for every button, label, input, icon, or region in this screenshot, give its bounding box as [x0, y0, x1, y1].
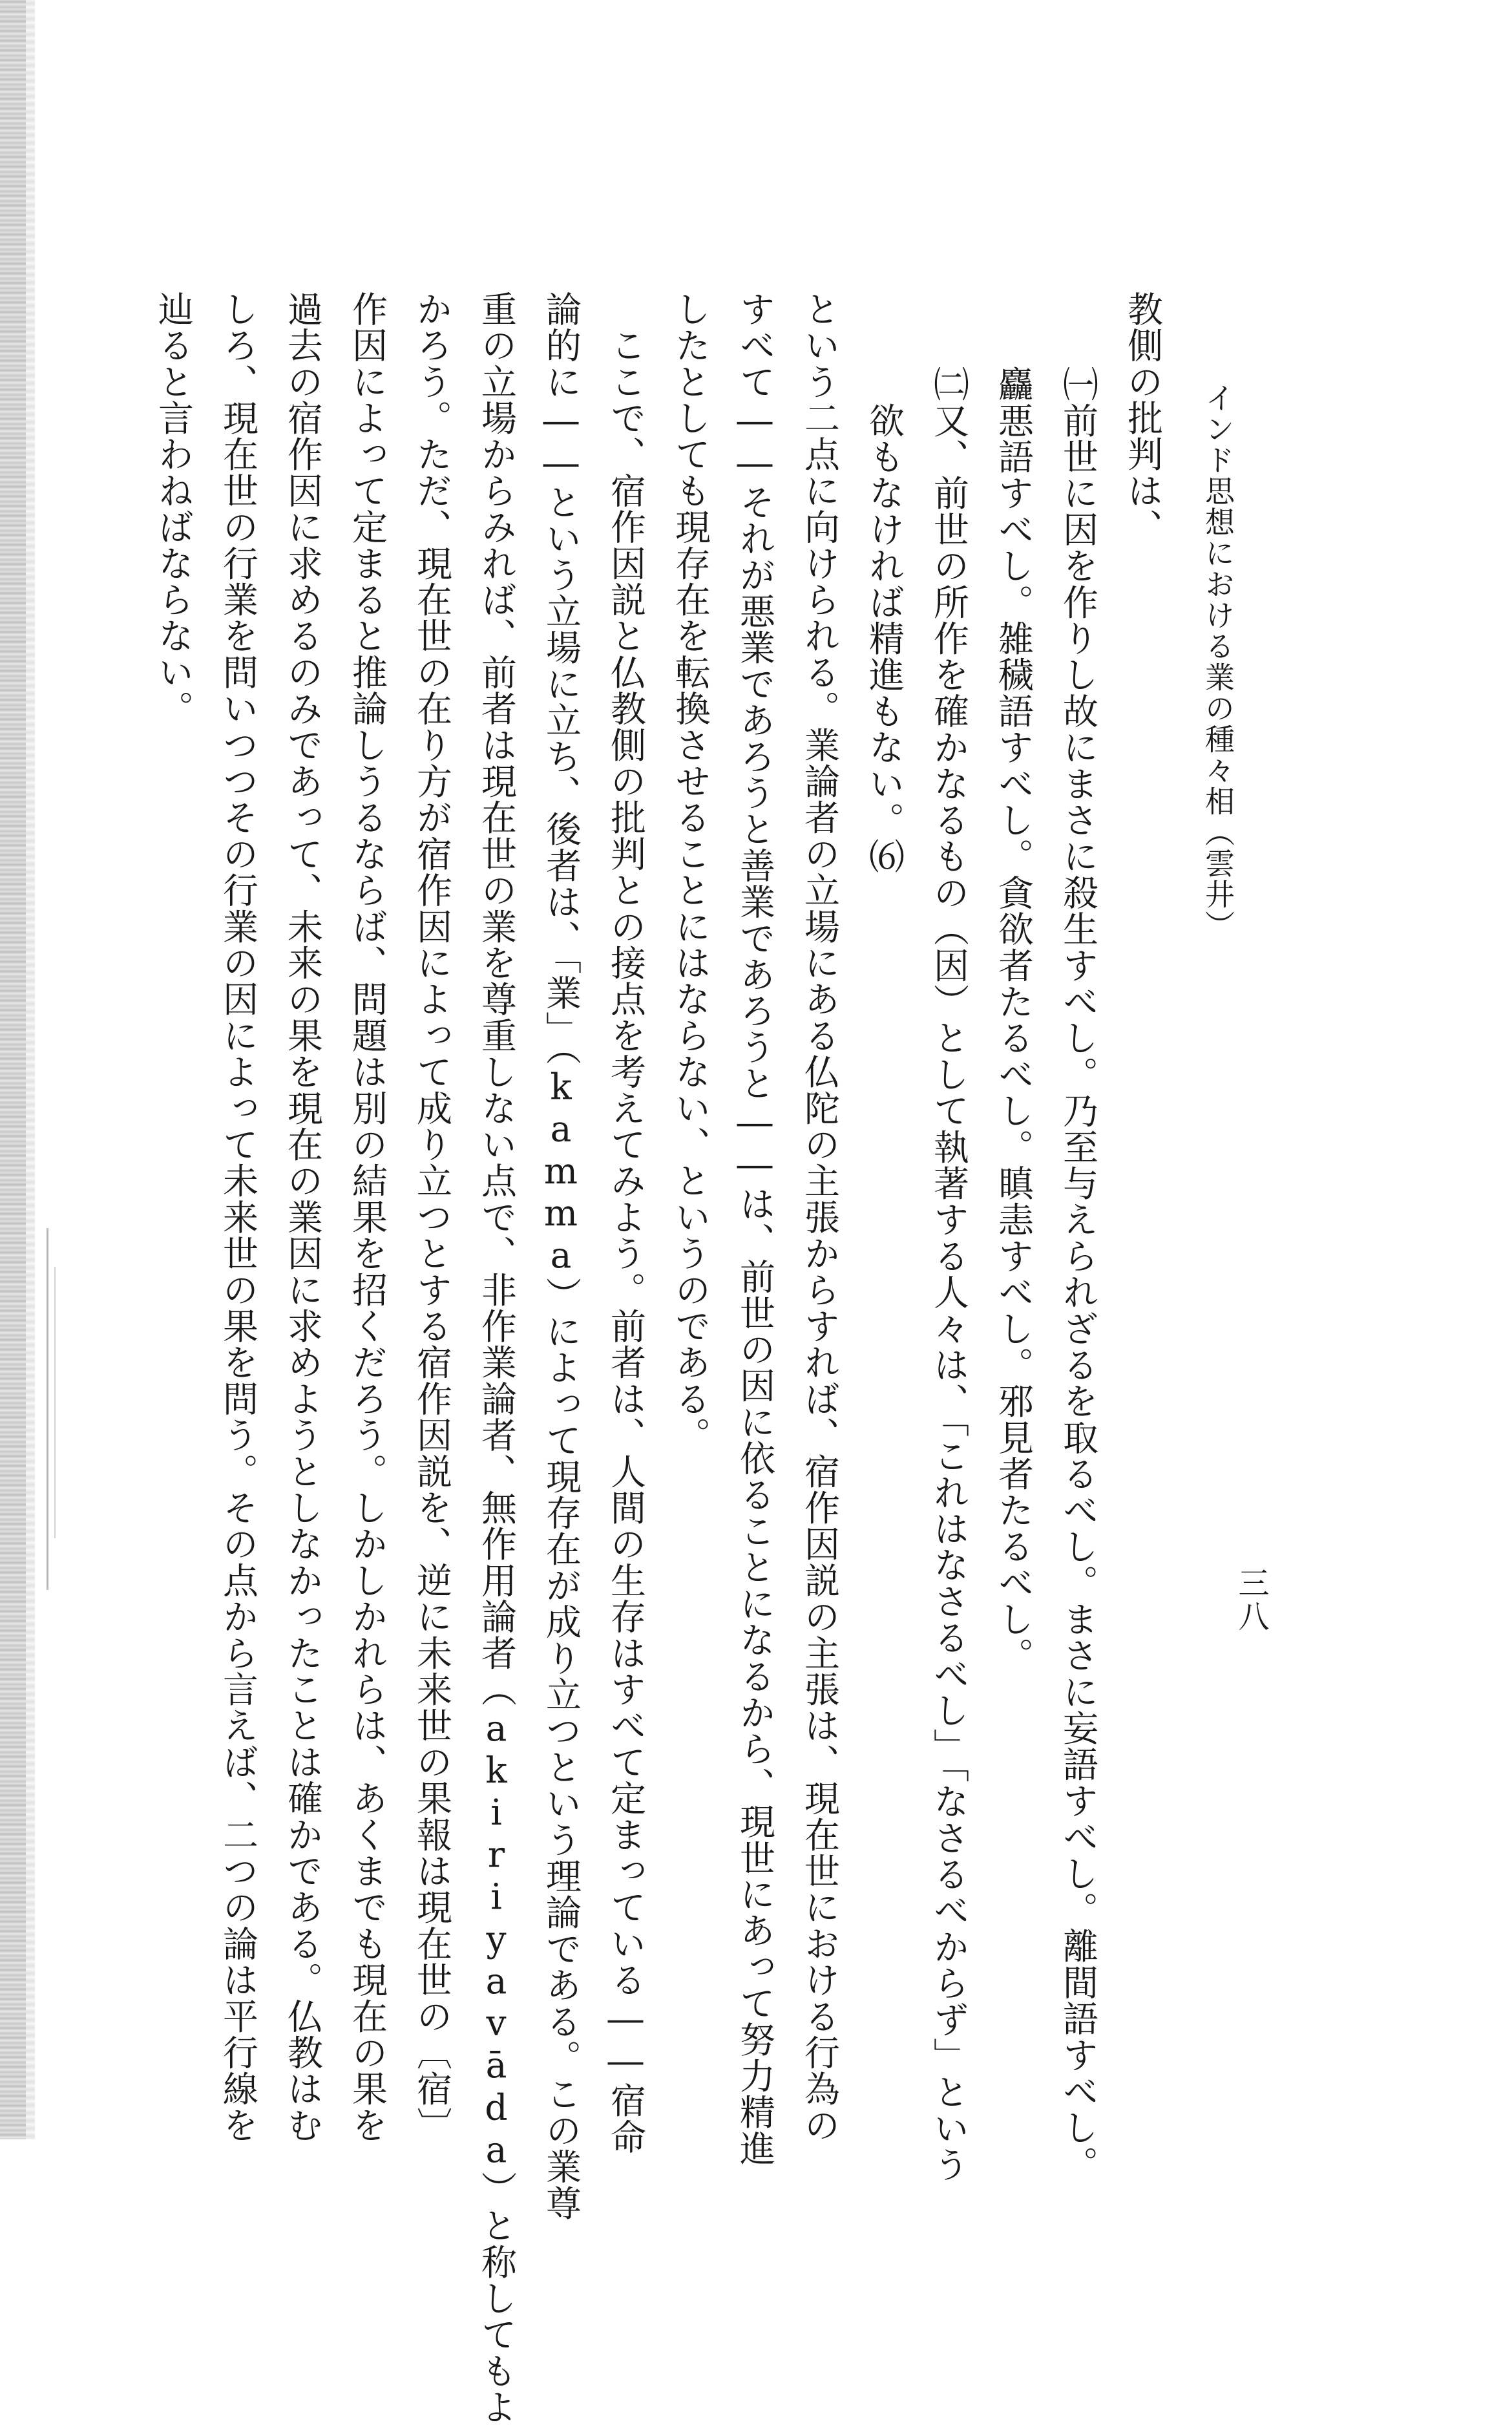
text-line-16: 辿ると言わねばならない。: [152, 291, 194, 727]
text-line-9: ここで、宿作因説と仏教側の批判との接点を考えてみよう。前者は、人間の生存はすべて定まっている――宿命: [605, 291, 646, 2155]
text-line-4: ㈡又、前世の所作を確かなるもの（因）として執著する人々は、「これはなさるべし」「なさるべからず」という: [928, 330, 969, 2183]
scan-artifact-line-2: [54, 1267, 56, 1538]
text-line-8: したとしても現存在を転換させることにはならない、というのである。: [669, 291, 711, 1454]
text-line-2: ㈠前世に因を作りし故にまさに殺生すべし。乃至与えられざるを取るべし。まさに妄語すべし。離間語すべし。: [1057, 330, 1098, 2183]
text-line-11: 重の立場からみれば、前者は現在世の業を尊重しない点で、非作業論者、無作用論者（akiriyavāda）と称してもよ: [476, 291, 517, 2425]
text-line-10: 論的に――という立場に立ち、後者は、「業」（kamma）によって現存在が成り立つという理論である。この業尊: [540, 291, 582, 2221]
text-line-1: 教側の批判は、: [1122, 291, 1163, 545]
text-line-6: という二点に向けられる。業論者の立場にある仏陀の主張からすれば、宿作因説の主張は、現在世における行為の: [799, 291, 840, 2144]
text-line-12: かろう。ただ、現在世の在り方が宿作因によって成り立つとする宿作因説を、逆に未来世の果報は現在世の〔宿〕: [411, 291, 452, 2144]
text-line-3: 麤悪語すべし。雑穢語すべし。貪欲者たるべし。瞋恚すべし。邪見者たるべし。: [992, 330, 1034, 1674]
scan-artifact-line: [47, 1228, 48, 1590]
text-line-13: 作因によって定まると推論しうるならば、問題は別の結果を招くだろう。しかしかれらは、あくまでも現在の果を: [346, 291, 388, 2144]
scan-edge-shadow: [0, 0, 26, 2139]
text-line-7: すべて――それが悪業であろうと善業であろうと――は、前世の因に依ることになるから、現世にあって努力精進: [734, 291, 775, 2167]
running-title: インド思想における業の種々相（雲井）: [1201, 383, 1235, 941]
page-number: 三八: [1233, 1567, 1269, 1634]
scan-edge-shadow-inner: [26, 0, 35, 2139]
text-line-15: しろ、現在世の行業を問いつつその行業の因によって未来世の果を問う。その点から言えば、二つの論は平行線を: [217, 291, 258, 2144]
text-line-5: 欲もなければ精進もない。⑹: [863, 330, 905, 874]
text-line-14: 過去の宿作因に求めるのみであって、未来の果を現在の業因に求めようとしなかったことは確かである。仏教はむ: [282, 291, 323, 2144]
